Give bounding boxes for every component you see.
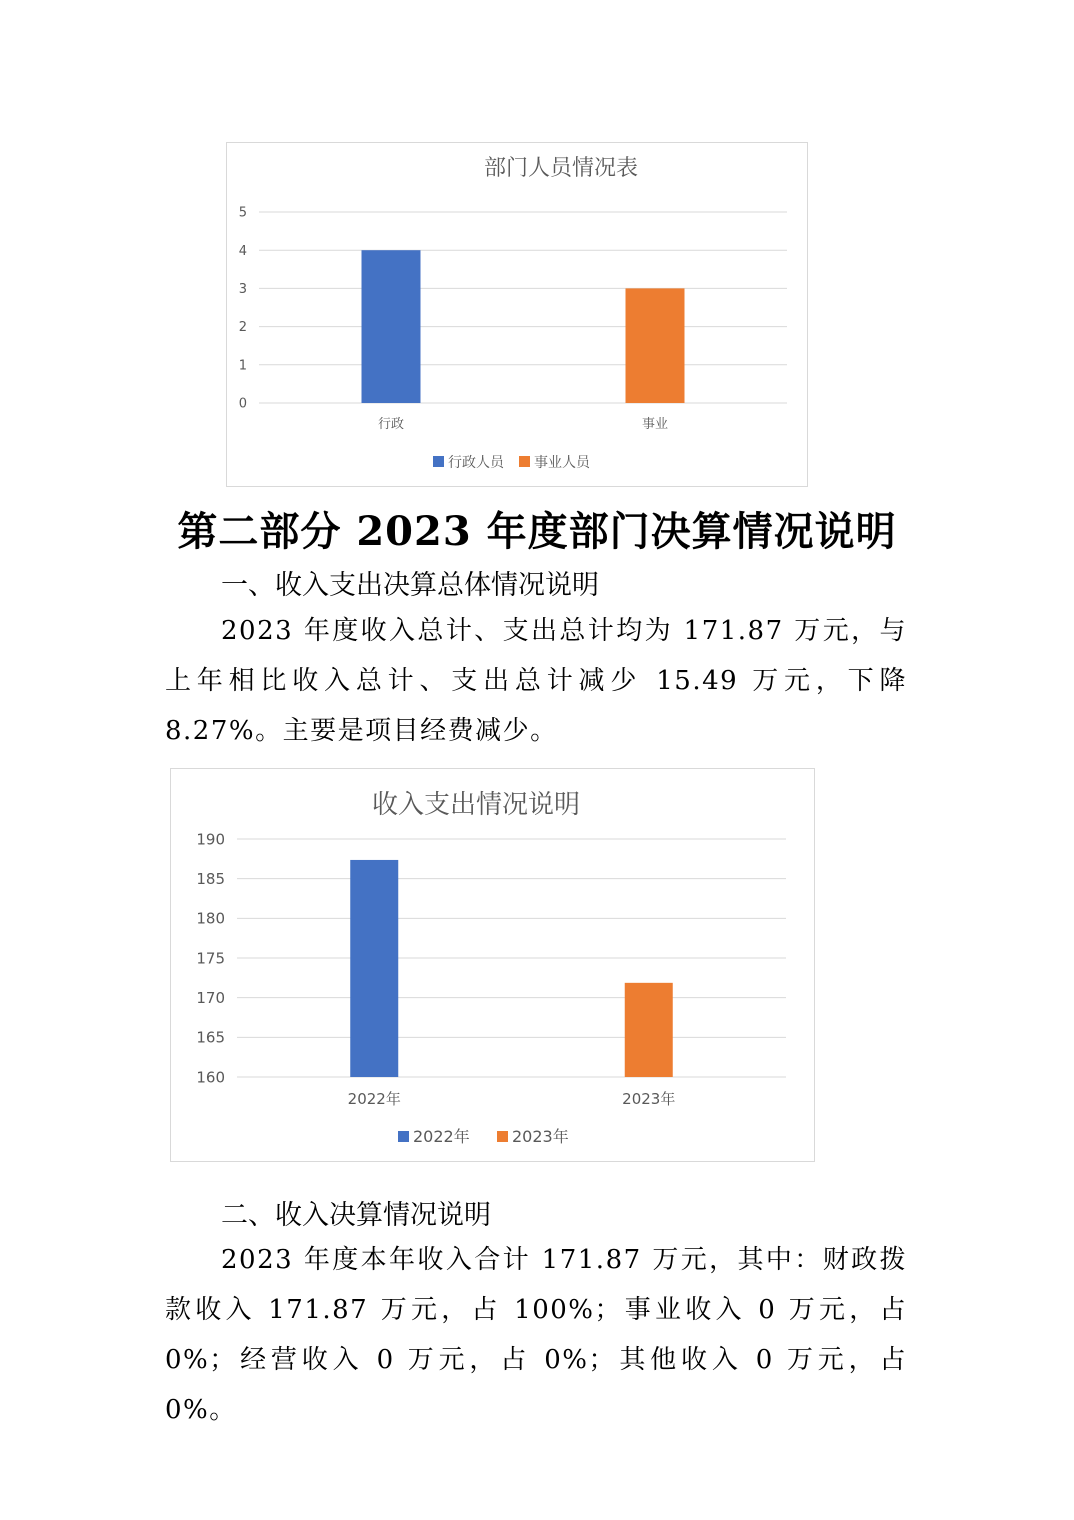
section1-heading: 一、收入支出决算总体情况说明 xyxy=(221,570,599,601)
y-tick-label: 3 xyxy=(238,281,247,297)
chart-title: 部门人员情况表 xyxy=(483,156,639,181)
x-category-label: 2023年 xyxy=(622,1090,676,1108)
bar-事业人员 xyxy=(626,288,685,403)
y-tick-label: 180 xyxy=(196,909,225,928)
x-category-label: 行政 xyxy=(377,417,405,432)
legend-swatch xyxy=(519,456,530,467)
x-category-label: 2022年 xyxy=(347,1090,401,1108)
y-tick-label: 165 xyxy=(196,1028,225,1047)
legend-entry: 事业人员 xyxy=(534,455,590,471)
legend-swatch xyxy=(497,1131,508,1142)
bar-2023年 xyxy=(625,983,673,1077)
y-tick-label: 4 xyxy=(238,243,247,259)
y-tick-label: 2 xyxy=(238,320,247,336)
income-chart xyxy=(170,768,815,1162)
y-tick-label: 170 xyxy=(196,988,225,1007)
chart-title: 收入支出情况说明 xyxy=(371,790,581,820)
staff-chart-svg xyxy=(227,143,809,488)
income-chart-svg xyxy=(171,769,816,1163)
section2-heading: 二、收入决算情况说明 xyxy=(221,1200,491,1231)
legend-entry: 2022年 xyxy=(413,1127,470,1146)
y-tick-label: 1 xyxy=(238,358,247,374)
legend-swatch xyxy=(398,1131,409,1142)
bar-2022年 xyxy=(350,860,398,1077)
section2-paragraph: 2023 年度本年收入合计 171.87 万元，其中：财政拨款收入 171.87 万元，占 100%；事业收入 0 万元，占 0%；经营收入 0 万元，占 0%；其他收入 0 万元，占 0%。 xyxy=(165,1245,907,1425)
legend-swatch xyxy=(433,456,444,467)
staff-chart xyxy=(226,142,808,487)
y-tick-label: 175 xyxy=(196,949,225,968)
section1-paragraph: 2023 年度收入总计、支出总计均为 171.87 万元，与上年相比收入总计、支出总计减少 15.49 万元，下降 8.27%。主要是项目经费减少。 xyxy=(165,616,907,746)
x-category-label: 事业 xyxy=(641,417,669,432)
y-tick-label: 160 xyxy=(196,1068,225,1087)
legend-entry: 2023年 xyxy=(512,1127,569,1146)
y-tick-label: 185 xyxy=(196,869,225,888)
bar-行政人员 xyxy=(362,250,421,403)
part-title: 第二部分 2023 年度部门决算情况说明 xyxy=(177,508,897,555)
y-tick-label: 190 xyxy=(196,830,225,849)
legend-entry: 行政人员 xyxy=(448,455,504,471)
y-tick-label: 0 xyxy=(238,396,247,412)
y-tick-label: 5 xyxy=(238,205,247,221)
